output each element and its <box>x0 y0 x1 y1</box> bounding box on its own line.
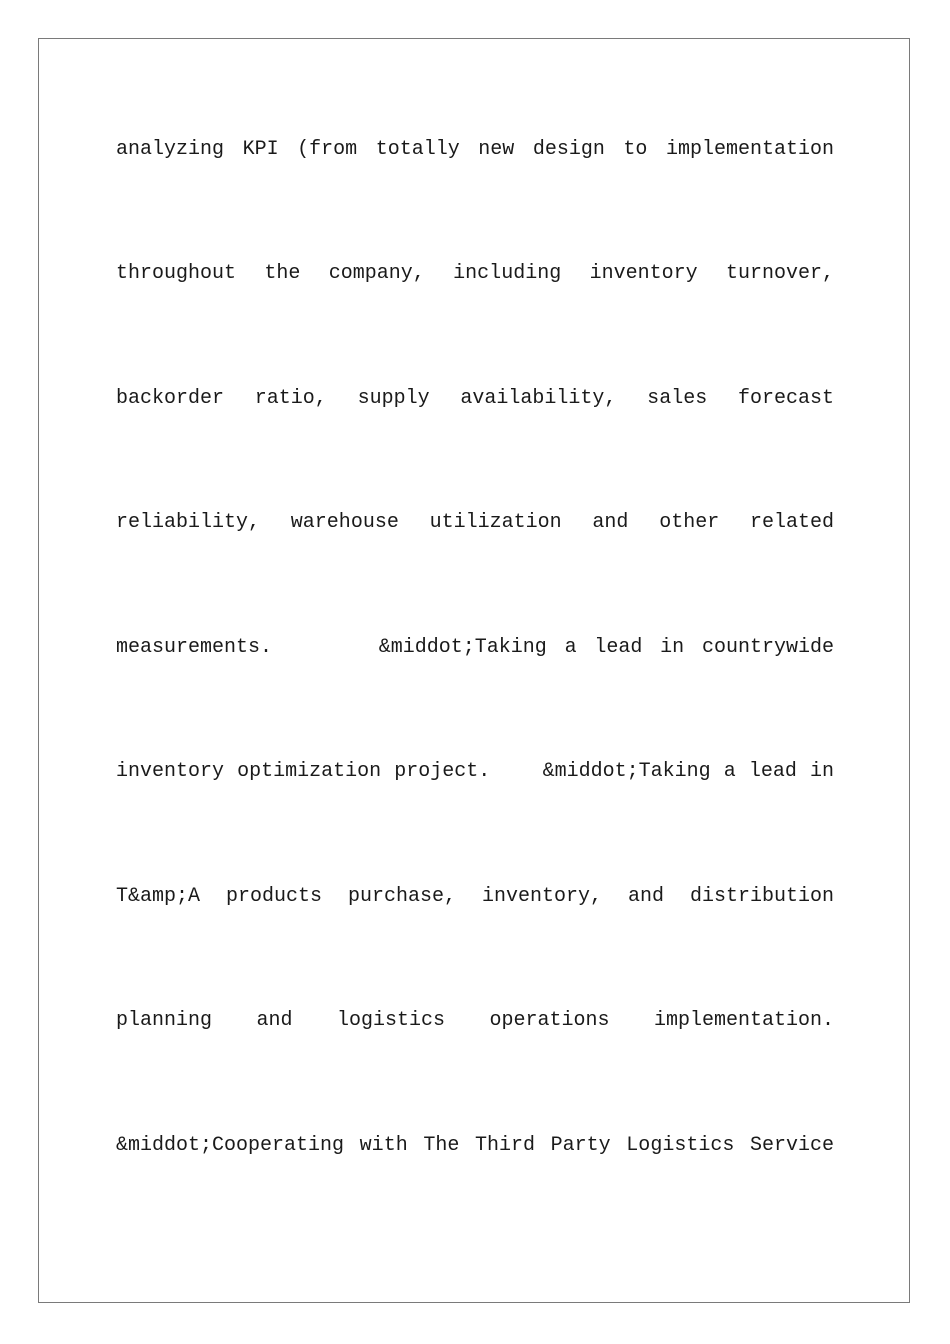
body-text-line-1: analyzing KPI (from totally new design to implementation <box>116 138 834 161</box>
body-text-line-3: backorder ratio, supply availability, sales forecast <box>116 387 834 410</box>
body-text-line-6: inventory optimization project. &middot;Taking a lead in <box>116 760 834 783</box>
document-page <box>38 38 910 1303</box>
body-text-line-4: reliability, warehouse utilization and other related <box>116 511 834 534</box>
body-text-line-9: &middot;Cooperating with The Third Party Logistics Service <box>116 1134 834 1157</box>
body-text-line-7: T&amp;A products purchase, inventory, and distribution <box>116 885 834 908</box>
body-text-line-8: planning and logistics operations implementation. <box>116 1009 834 1032</box>
body-text-line-5: measurements. &middot;Taking a lead in countrywide <box>116 636 834 659</box>
body-text-line-2: throughout the company, including inventory turnover, <box>116 262 834 285</box>
